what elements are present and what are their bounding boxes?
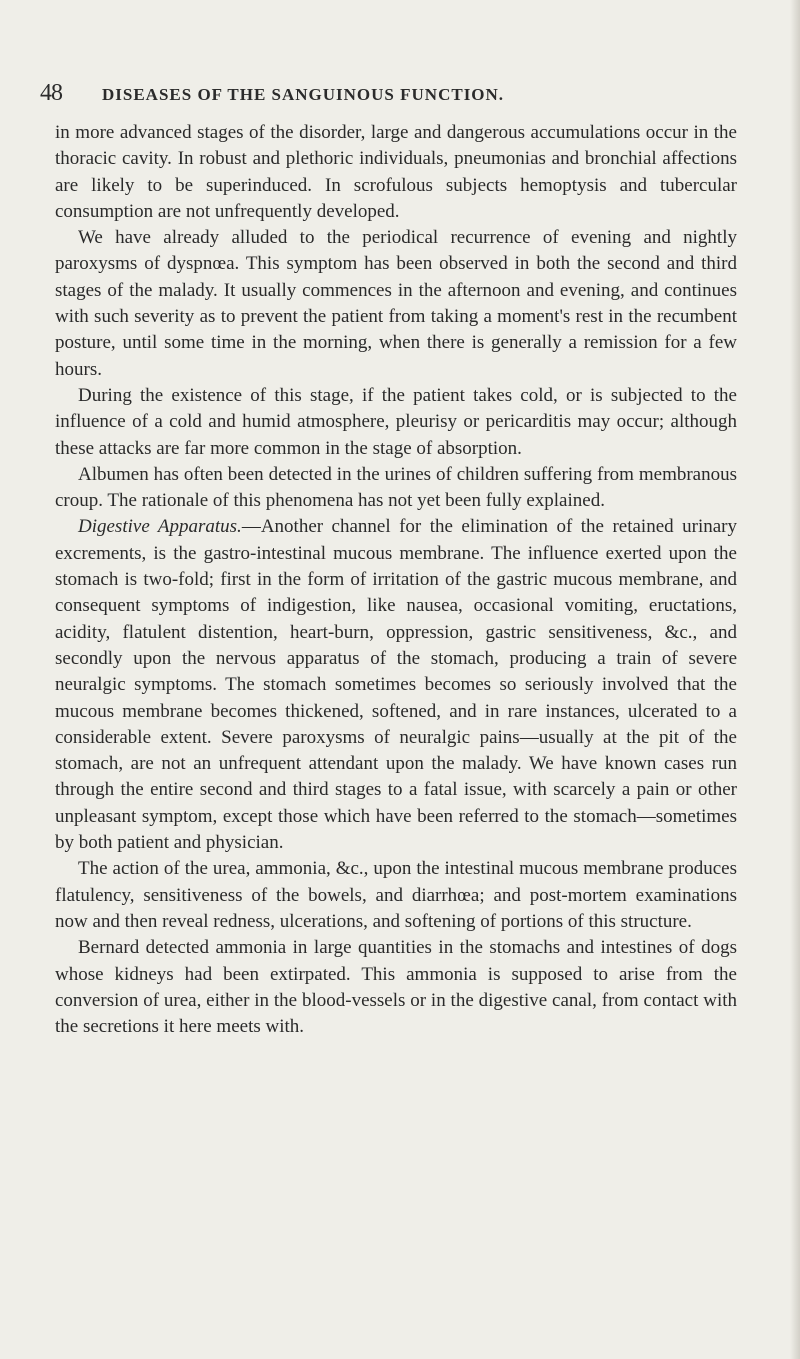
digestive-text: —Another channel for the elimination of the retained urinary excrements, is the gastro-intestinal mucous membrane. The influence exerted upon the stomach is two-fold; first in the form of irritation of the gastric mucous membrane, and consequent symptoms of indigestion, like nausea, occasional vomiting, eructations, acidity, flatulent distention, heart-burn, oppression, gastric sensitiveness, &c., and secondly upon the nervous apparatus of the stomach, producing a train of severe neuralgic symptoms. The stomach sometimes becomes so seriously involved that the mucous membrane becomes thickened, softened, and in rare instances, ulcerated to a considerable extent. Severe paroxysms of neuralgic pains—usually at the pit of the stomach, are not an unfrequent attendant upon the malady. We have known cases run through the entire second and third stages to a fatal issue, with scarcely a pain or other unpleasant symptom, except those which have been referred to the stomach—sometimes by both patient and physician. — [55, 516, 737, 854]
paragraph-continued: in more advanced stages of the disorder, large and dangerous accumulations occur in the thoracic cavity. In robust and plethoric individuals, pneumonias and bronchial affections are likely to be superinduced. In scrofulous subjects hemoptysis and tubercular consumption are not unfrequently developed. — [55, 122, 737, 222]
paragraph-urea-action: The action of the urea, ammonia, &c., upon the intestinal mucous membrane produces flatulency, sensitiveness of the bowels, and diarrhœa; and post-mortem examinations now and then reveal redness, ulcerations, and softening of portions of this structure. — [55, 858, 737, 932]
page-number: 48 — [40, 80, 62, 106]
page-header — [40, 80, 760, 110]
section-heading-digestive-apparatus: Digestive Apparatus. — [78, 516, 242, 538]
body-text — [55, 120, 737, 1040]
paragraph-pleurisy: During the existence of this stage, if the patient takes cold, or is subjected to the influence of a cold and humid atmosphere, pleurisy or pericarditis may occur; although these attacks are far more common in the stage of absorption. — [55, 384, 737, 459]
paragraph-albumen: Albumen has often been detected in the urines of children suffering from membranous croup. The rationale of this phenomena has not yet been fully explained. — [55, 463, 737, 512]
paragraph-digestive — [55, 514, 737, 856]
paragraph-paroxysms: We have already alluded to the periodical recurrence of evening and nightly paroxysms of dyspnœa. This symptom has been observed in both the second and third stages of the malady. It usually commences in the afternoon and evening, and continues with such severity as to prevent the patient from taking a moment's rest in the recumbent posture, until some time in the morning, when there is generally a remission for a few hours. — [55, 227, 737, 380]
running-head: DISEASES OF THE SANGUINOUS FUNCTION. — [102, 85, 505, 104]
page-edge-shadow — [790, 0, 800, 1359]
paragraph-bernard: Bernard detected ammonia in large quantities in the stomachs and intestines of dogs whose kidneys had been extirpated. This ammonia is supposed to arise from the conversion of urea, either in the blood-vessels or in the digestive canal, from contact with the secretions it here meets with. — [55, 937, 737, 1038]
